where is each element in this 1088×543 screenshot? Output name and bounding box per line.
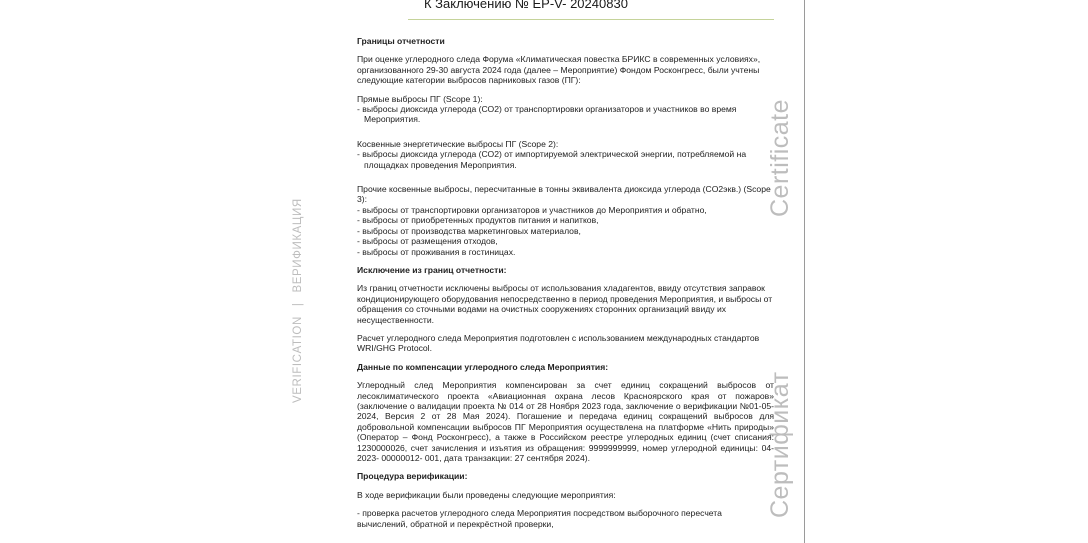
document-body — [357, 36, 774, 529]
scope3-item: - выбросы от проживания в гостиницах. — [357, 246, 516, 257]
watermark-verification-cyrillic: ВЕРИФИКАЦИЯ — [292, 198, 304, 293]
scope3-item: - выбросы от производства маркетинговых материалов, — [357, 225, 581, 236]
scope1-title: Прямые выбросы ПГ (Scope 1): — [357, 93, 483, 104]
document-header-title: К Заключению № EP-V- 20240830 — [424, 0, 628, 11]
scope3-item: - выбросы от приобретенных продуктов питания и напитков, — [357, 215, 599, 226]
procedure-intro: В ходе верификации были проведены следующие мероприятия: — [357, 489, 616, 500]
section-heading-boundaries: Границы отчетности — [357, 36, 445, 46]
exclusions-text: Из границ отчетности исключены выбросы от использования хладагентов, ввиду отсутствия заправок кондиционирующего оборудования непосредственно в период проведения Мероприятия, и выбросы от обращения со сточными водами на очистных сооружениях сторонних организаций ввиду их несущественности. — [357, 283, 773, 325]
watermark-certificate-latin: Certificate — [766, 98, 794, 217]
watermark-verification-latin: VERIFICATION — [292, 316, 304, 403]
header-divider — [408, 19, 774, 20]
compensation-text: Углеродный след Мероприятия компенсирован за счет единиц сокращений выбросов от лесоклиматического проекта «Авиационная охрана лесов Красноярского края от пожаров» (заключение о валидации проекта № 014 от 28 Ноября 2023 года, заключение о верификации №01-05-2024, Версия 2 от 28 Мая 2024). Погашение и передача единиц сокращений выбросов для добровольной компенсации выбросов ПГ Мероприятия осуществлена на платформе «Нить природы» (Оператор – Фонд Росконгресс), а также в Российском реестре углеродных единиц (счет списания: 1230000026, счет зачисления и изъятия из обращения: 9999999999, номер углеродной единицы: 04-2023- 00000012- 001, дата транзакции: 27 сентября 2024). — [357, 380, 774, 463]
section-heading-compensation: Данные по компенсации углеродного следа Мероприятия: — [357, 361, 609, 372]
procedure-item: - проверка расчетов углеродного следа Мероприятия посредством выборочного пересчета вычислений, обратной и перекрёстной проверки, — [357, 508, 722, 529]
scope3-title: Прочие косвенные выбросы, пересчитанные в тонны эквивалента диоксида углерода (CO2экв.) (Scope 3): — [357, 184, 771, 205]
scope3-item: - выбросы от размещения отходов, — [357, 236, 498, 247]
watermark-certificate-cyrillic: Сертификат — [766, 371, 794, 518]
scope2-title: Косвенные энергетические выбросы ПГ (Scope 2): — [357, 138, 559, 149]
scope2-item: - выбросы диоксида углерода (СО2) от импортируемой электрической энергии, потребляемой на площадках проведения Мероприятия. — [357, 149, 747, 170]
watermark-separator: | — [292, 302, 304, 307]
left-watermark — [292, 198, 304, 403]
section-heading-procedure: Процедура верификации: — [357, 471, 468, 482]
section-heading-exclusions: Исключение из границ отчетности: — [357, 264, 507, 275]
scope1-item: - выбросы диоксида углерода (СО2) от транспортировки организаторов и участников во время Мероприятия. — [357, 104, 737, 125]
scope3-item: - выбросы от транспортировки организаторов и участников до Мероприятия и обратно, — [357, 204, 707, 215]
standards-text: Расчет углеродного следа Мероприятия подготовлен с использованием международных стандартов WRI/GHG Protocol. — [357, 332, 760, 354]
boundaries-intro: При оценке углеродного следа Форума «Климатическая повестка БРИКС в современных условиях», организованного 29-30 августа 2024 года (далее – Мероприятие) Фондом Росконгресс, были учтены следующие категории выбросов парниковых газов (ПГ): — [357, 54, 761, 86]
